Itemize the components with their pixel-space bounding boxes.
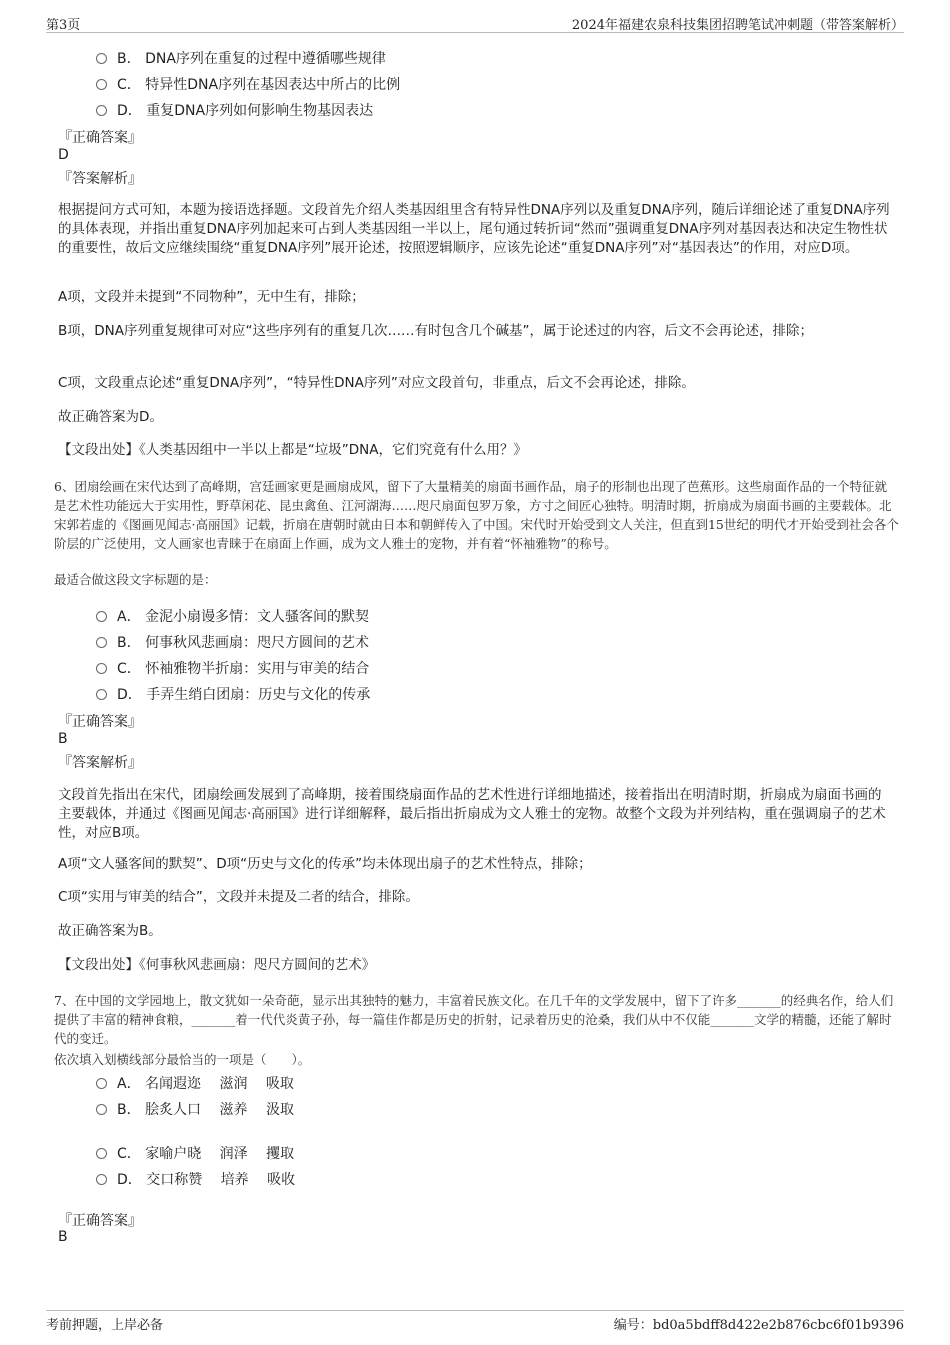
q6-option-c[interactable]: C． 怀袖雅物半折扇：实用与审美的结合 bbox=[96, 658, 369, 678]
q6-analysis-para-4: 故正确答案为B。 bbox=[58, 923, 162, 939]
radio-icon[interactable] bbox=[96, 1148, 107, 1159]
q5-analysis-para-4: C项，文段重点论述“重复DNA序列”，“特异性DNA序列”对应文段首句，非重点，后文不会再论述，排除。 bbox=[58, 375, 695, 391]
q5-option-d[interactable]: D． 重复DNA序列如何影响生物基因表达 bbox=[96, 100, 373, 120]
q6-analysis-para-2: A项“文人骚客间的默契”、D项“历史与文化的传承”均未体现出扇子的艺术性特点，排除； bbox=[58, 856, 592, 872]
radio-icon[interactable] bbox=[96, 689, 107, 700]
radio-icon[interactable] bbox=[96, 611, 107, 622]
footer-slogan: 考前押题，上岸必备 bbox=[46, 1318, 164, 1333]
radio-icon[interactable] bbox=[96, 79, 107, 90]
q5-answer: D bbox=[58, 147, 69, 163]
q7-option-d[interactable]: D． 交口称赞 培养 吸收 bbox=[96, 1169, 295, 1189]
q6-answer: B bbox=[58, 731, 68, 747]
radio-icon[interactable] bbox=[96, 637, 107, 648]
page-number: 第3页 bbox=[46, 18, 81, 33]
q6-option-a[interactable]: A． 金泥小扇谩多情：文人骚客间的默契 bbox=[96, 606, 369, 626]
footer-rule bbox=[46, 1310, 904, 1311]
q6-analysis-para-3: C项“实用与审美的结合”，文段并未提及二者的结合，排除。 bbox=[58, 889, 419, 905]
radio-icon[interactable] bbox=[96, 1174, 107, 1185]
q5-option-b[interactable]: B． DNA序列在重复的过程中遵循哪些规律 bbox=[96, 48, 386, 68]
q7-prompt: 依次填入划横线部分最恰当的一项是（ ）。 bbox=[54, 1052, 311, 1067]
q6-answer-label: 『正确答案』 bbox=[58, 714, 142, 730]
q5-answer-label: 『正确答案』 bbox=[58, 130, 142, 146]
document-title: 2024年福建农泉科技集团招聘笔试冲刺题（带答案解析） bbox=[571, 18, 904, 33]
document-code: 编号：bd0a5bdff8d422e2b876cbc6f01b9396 bbox=[613, 1318, 904, 1333]
radio-icon[interactable] bbox=[96, 1078, 107, 1089]
q7-stem: 7、在中国的文学园地上，散文犹如一朵奇葩，显示出其独特的魅力，丰富着民族文化。在几千年的文学发展中，留下了许多_______的经典名作，给人们提供了丰富的精神食粮，_______着一代代炎黄子孙，每一篇佳作都是历史的折射，记录着历史的沧桑，我们从中不仅能_______文学的精髓，还能了解时代的变迁。 bbox=[54, 993, 894, 1046]
q6-option-b[interactable]: B． 何事秋风悲画扇：咫尺方圆间的艺术 bbox=[96, 632, 369, 652]
q5-analysis-para-2: A项，文段并未提到“不同物种”，无中生有，排除； bbox=[58, 289, 365, 305]
q6-option-d[interactable]: D． 手弄生绡白团扇：历史与文化的传承 bbox=[96, 684, 370, 704]
q6-analysis-label: 『答案解析』 bbox=[58, 755, 142, 771]
q7-option-b[interactable]: B． 脍炙人口 滋养 汲取 bbox=[96, 1099, 294, 1119]
q5-analysis-para-1: 根据提问方式可知，本题为接语选择题。文段首先介绍人类基因组里含有特异性DNA序列以及重复DNA序列，随后详细论述了重复DNA序列的具体表现，并指出重复DNA序列加起来可占到人类基因组一半以上，尾句通过转折词“然而”强调重复DNA序列对基因表达和决定生物性状的重要性，故后文应继续围绕“重复DNA序列”展开论述，按照逻辑顺序，应该先论述“重复DNA序列”对“基因表达”的作用，对应D项。 bbox=[58, 202, 890, 256]
q6-analysis-para-1: 文段首先指出在宋代，团扇绘画发展到了高峰期，接着围绕扇面作品的艺术性进行详细地描述，接着指出在明清时期，折扇成为扇面书画的主要载体，并通过《图画见闻志·高丽国》进行详细解释，最后指出折扇成为文人雅士的宠物。故整个文段为并列结构，重在强调扇子的艺术性，对应B项。 bbox=[58, 787, 886, 841]
q7-answer-label: 『正确答案』 bbox=[58, 1213, 142, 1229]
q7-answer: B bbox=[58, 1229, 68, 1245]
q5-analysis-para-5: 故正确答案为D。 bbox=[58, 409, 163, 425]
radio-icon[interactable] bbox=[96, 53, 107, 64]
q6-stem: 6、团扇绘画在宋代达到了高峰期，宫廷画家更是画扇成风，留下了大量精美的扇面书画作品，扇子的形制也出现了芭蕉形。这些扇面作品的一个特征就是艺术性功能远大于实用性，野草闲花、昆虫禽鱼、江河湖海……咫尺扇面包罗万象，方寸之间匠心独特。明清时期，折扇成为扇面书画的主要载体。北宋郭若虚的《图画见闻志·高丽国》记载，折扇在唐朝时就由日本和朝鲜传入了中国。宋代时开始受到文人关注，但直到15世纪的明代才开始受到社会各个阶层的广泛使用，文人画家也青睐于在扇面上作画，成为文人雅士的宠物，并有着“怀袖雅物”的称号。 bbox=[54, 479, 899, 551]
q7-option-c[interactable]: C． 家喻户晓 润泽 攫取 bbox=[96, 1143, 294, 1163]
q6-source: 【文段出处】《何事秋风悲画扇：咫尺方圆间的艺术》 bbox=[58, 957, 376, 973]
radio-icon[interactable] bbox=[96, 663, 107, 674]
q5-source: 【文段出处】《人类基因组中一半以上都是“垃圾”DNA，它们究竟有什么用？》 bbox=[58, 442, 527, 458]
radio-icon[interactable] bbox=[96, 1104, 107, 1115]
header-rule bbox=[46, 32, 904, 33]
q5-option-c[interactable]: C． 特异性DNA序列在基因表达中所占的比例 bbox=[96, 74, 400, 94]
q5-analysis-para-3: B项，DNA序列重复规律可对应“这些序列有的重复几次……有时包含几个碱基”，属于论述过的内容，后文不会再论述，排除； bbox=[58, 323, 813, 339]
q6-prompt: 最适合做这段文字标题的是： bbox=[54, 572, 217, 587]
q7-option-a[interactable]: A． 名闻遐迩 滋润 吸取 bbox=[96, 1073, 294, 1093]
radio-icon[interactable] bbox=[96, 105, 107, 116]
q5-analysis-label: 『答案解析』 bbox=[58, 171, 142, 187]
